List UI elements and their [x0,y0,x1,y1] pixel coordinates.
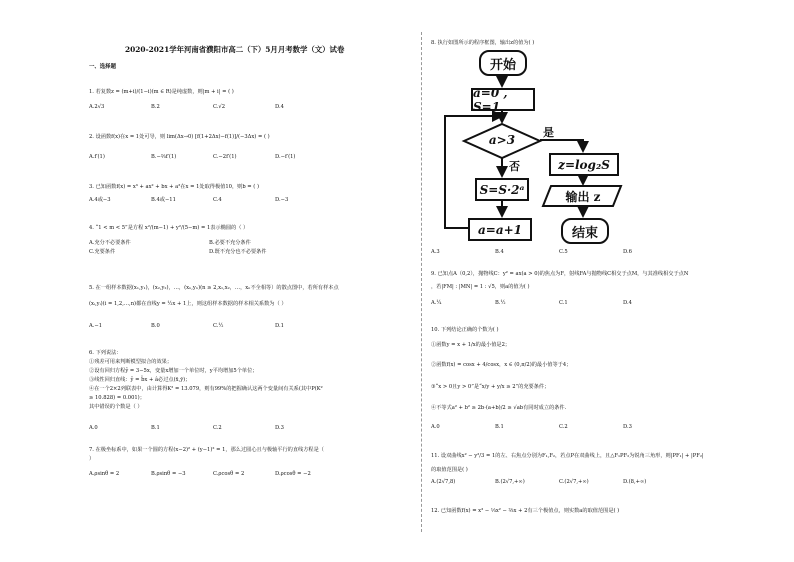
option-c: C.√2 [213,104,226,110]
option-b: B.1 [151,425,160,431]
question-8-stem: 8. 执行如图所示的程序框图，输出z的值为( ) [431,40,535,46]
option-d: D.3 [275,425,284,431]
step2-node: a=a+1 [468,218,532,241]
option-c: C.1 [559,300,568,306]
option-d: D.(8,+∞) [623,479,647,485]
question-10-line-4: ③“x > 0且y > 0”是“x/y + y/x ≥ 2”的充要条件； [431,384,550,390]
option-b: B.0 [151,323,160,329]
yes-label: 是 [543,126,554,139]
question-8-options [431,248,751,257]
option-b: B.必要不充分条件 [209,240,251,246]
option-c: C.(2√7,+∞) [559,479,589,485]
question-6-line-4: ③线性回归直线：ŷ = b̂x + â必过点(x̄,ȳ)； [89,377,191,383]
question-6-options [89,424,409,433]
option-c: C.2 [559,424,568,430]
question-5-stem-line1: 5. 在一组样本数据(x₁,y₁)，(x₂,y₂)，…，(xₙ,yₙ)(n ≥ 2,x₁,x₂，…，xₙ不全相等）的散点图中，若所有样本点 [89,285,339,291]
left-column [85,0,415,562]
option-d: D.3 [623,424,632,430]
option-d: D.6 [623,249,632,255]
yes-step-node: z=log₂S [549,153,619,176]
exam-title: 2020-2021学年河南省濮阳市高二（下）5月月考数学（文）试卷 [125,45,345,54]
question-2-stem: 2. 设函数f(x)在x = 1处可导，则 lim(Δx→0) [f(1+2Δx)−f(1)]/(−3Δx) = ( ) [89,134,270,140]
question-6-line-1: 6. 下列说法： [89,350,122,356]
option-d: D.既不充分也不必要条件 [209,248,267,255]
step1-node: S=S·2ᵃ [475,178,529,201]
question-10-line-2: ①函数y = x + 1/x的最小值是2； [431,342,511,348]
question-10-line-5: ④不等式a² + b² ≥ 2b·(a+b)/2 ≥ √ab有同时成立的条件. [431,405,567,411]
option-c: C.ρcosθ = 2 [213,471,245,477]
option-b: B.4 [495,249,504,255]
option-a: A.2√3 [89,104,105,110]
option-a: A.0 [431,424,440,430]
question-10-options [431,423,751,432]
option-c: C.−2f′(1) [213,154,237,160]
option-c: C.充要条件 [89,248,116,255]
question-9-stem-line1: 9. 已知点A（0,2），抛物线C：y² = ax(a > 0)的焦点为F，射线FA与抛物线C相交于点M，与其准线相交于点N [431,271,689,277]
question-11-options [431,478,751,487]
column-divider [421,32,422,532]
section-heading: 一、选择题 [89,64,116,70]
end-node: 结束 [561,218,609,244]
question-2-options [89,153,409,162]
option-a: A.4或−3 [89,197,111,203]
question-3-stem: 3. 已知函数f(x) = x³ + ax² + bx + a²在x = 1处取得极值10，则b = ( ) [89,184,259,190]
option-a: A.(2√7,8) [431,479,456,485]
option-b: B.1 [495,424,504,430]
question-6-line-3: ②设有回归方程ŷ = 3−5x，变量x增加一个单位时，y平均增加5个单位； [89,368,258,374]
right-column [427,0,767,562]
question-10-line-3: ②函数f(x) = cosx + 4/cosx，x ∈ (0,π/2)的最小值等于4； [431,362,572,368]
question-11-line-1: 11. 设双曲线x² − y²/3 = 1的左、右焦点分别为F₁,F₂，若点P在双曲线上，且△F₁PF₂为锐角三角形，则|PF₁| + |PF₂| [431,453,704,459]
option-c: C.4 [213,197,222,203]
question-4-stem: 4. “1 < m < 5”是方程 x²/(m−1) + y²/(5−m) = 1表示椭圆的（ ） [89,225,249,231]
option-a: A.−1 [89,323,103,329]
flowchart [433,46,633,246]
option-b: B.4或−11 [151,197,176,203]
option-d: D.ρcosθ = −2 [275,471,311,477]
start-node: 开始 [479,50,527,76]
question-9-stem-line2: ，若|FM| : |MN| = 1 : √5，则a的值为( ) [431,284,530,290]
question-6-line-2: ①残差可用来判断模型拟合的效果； [89,359,173,365]
option-a: A.3 [431,249,440,255]
option-a: A.ρsinθ = 2 [89,471,120,477]
output-label: 输出 z [565,190,601,204]
question-4-options [89,239,409,256]
question-3-options [89,196,409,205]
question-9-options [431,299,751,308]
question-7-stem-line2: ） [89,456,95,462]
option-c: C.2 [213,425,222,431]
question-6-line-7: 其中错误的个数是（ ） [89,404,143,410]
option-b: B.(2√7,+∞) [495,479,525,485]
question-1-stem: 1. 若复数z = (m+i)/(1−i)(m ∈ R)是纯虚数，则|m + i| = ( ) [89,89,234,95]
option-b: B.−⅔f′(1) [151,154,177,160]
question-6-line-5: ④在一个2×2列联表中，由计算得K² = 13.079，则有99%的把握确认这两个变量间有关系(其中P(K² [89,386,323,392]
option-d: D.−f′(1) [275,154,296,160]
option-d: D.4 [623,300,632,306]
option-b: B.½ [495,300,506,306]
question-7-stem-line1: 7. 在极坐标系中，如果一个圆的方程(x−2)² + (y−1)² = 1，那么过圆心且与极轴平行的直线方程是（ [89,447,324,453]
question-12-stem: 12. 已知函数f(x) = x³ − ⅓x² − ⅔x + 2有三个极值点，则实数a的取值范围是( ) [431,508,620,514]
question-1-options [89,103,409,112]
option-c: C.½ [213,323,224,329]
no-label: 否 [509,160,520,173]
question-10-line-1: 10. 下列结论正确的个数为( ) [431,327,499,333]
option-b: B.ρsinθ = −3 [151,471,186,477]
question-5-stem-line2: (xᵢ,yᵢ)(i = 1,2,…,n)都在直线y = ½x + 1上，则这组样本数据的样本相关系数为（ ） [89,301,287,307]
option-a: A.¼ [431,300,442,306]
question-11-line-2: 的取值范围是( ) [431,467,468,473]
question-6-line-6: ≥ 10.828) = 0.001)； [89,395,145,401]
option-d: D.1 [275,323,284,329]
condition-label: a>3 [488,133,516,147]
option-b: B.2 [151,104,160,110]
option-c: C.5 [559,249,568,255]
option-a: A.充分不必要条件 [89,240,131,246]
question-7-options [89,470,409,479]
option-d: D.4 [275,104,284,110]
option-a: A.f′(1) [89,154,105,160]
question-5-options [89,322,409,331]
flowchart-connectors [433,46,633,246]
option-a: A.0 [89,425,98,431]
init-node: a=0 , S=1 [471,88,535,111]
option-d: D.−3 [275,197,289,203]
